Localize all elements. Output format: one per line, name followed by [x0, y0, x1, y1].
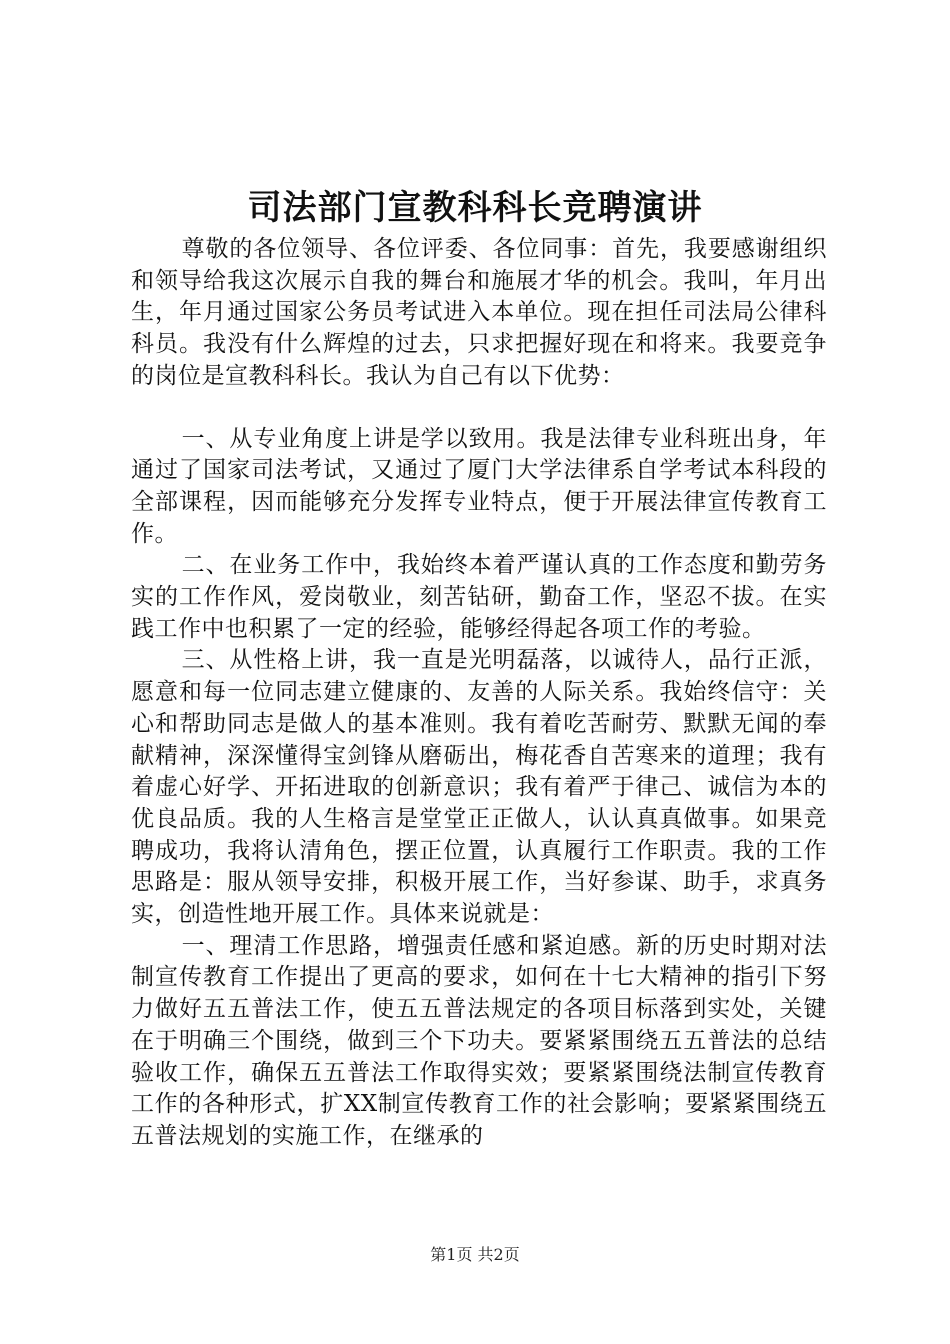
paragraph-advantage-2: 二、在业务工作中，我始终本着严谨认真的工作态度和勤劳务实的工作作风，爱岗敬业，刻苦钻研，勤奋工作，坚忍不拔。在实践工作中也积累了一定的经验，能够经得起各项工作的考验。 [131, 552, 827, 642]
paragraph-plan-1: 一、理清工作思路，增强责任感和紧迫感。新的历史时期对法制宣传教育工作提出了更高的要求，如何在十七大精神的指引下努力做好五五普法工作，使五五普法规定的各项目标落到实处，关键在于明确三个围绕，做到三个下功夫。要紧紧围绕五五普法的总结验收工作，确保五五普法工作取得实效；要紧紧围绕法制宣传教育工作的各种形式，扩XX制宣传教育工作的社会影响；要紧紧围绕五五普法规划的实施工作，在继承的 [131, 932, 827, 1149]
document-body [131, 234, 827, 1153]
paragraph-advantage-3: 三、从性格上讲，我一直是光明磊落，以诚待人，品行正派，愿意和每一位同志建立健康的、友善的人际关系。我始终信守：关心和帮助同志是做人的基本准则。我有着吃苦耐劳、默默无闻的奉献精神，深深懂得宝剑锋从磨砺出，梅花香自苦寒来的道理；我有着虚心好学、开拓进取的创新意识；我有着严于律己、诚信为本的优良品质。我的人生格言是堂堂正正做人，认认真真做事。如果竞聘成功，我将认清角色，摆正位置，认真履行工作职责。我的工作思路是：服从领导安排，积极开展工作，当好参谋、助手，求真务实，创造性地开展工作。具体来说就是： [131, 647, 827, 928]
paragraph-opening: 尊敬的各位领导、各位评委、各位同事：首先，我要感谢组织和领导给我这次展示自我的舞台和施展才华的机会。我叫，年月出生，年月通过国家公务员考试进入本单位。现在担任司法局公律科科员。我没有什么辉煌的过去，只求把握好现在和将来。我要竞争的岗位是宣教科科长。我认为自己有以下优势： [131, 236, 827, 389]
page-number-footer: 第1页 共2页 [430, 1245, 520, 1264]
paragraph-advantage-1: 一、从专业角度上讲是学以致用。我是法律专业科班出身，年通过了国家司法考试，又通过了厦门大学法律系自学考试本科段的全部课程，因而能够充分发挥专业特点，便于开展法律宣传教育工作。 [131, 425, 827, 547]
document-title: 司法部门宣教科科长竞聘演讲 [247, 188, 703, 228]
